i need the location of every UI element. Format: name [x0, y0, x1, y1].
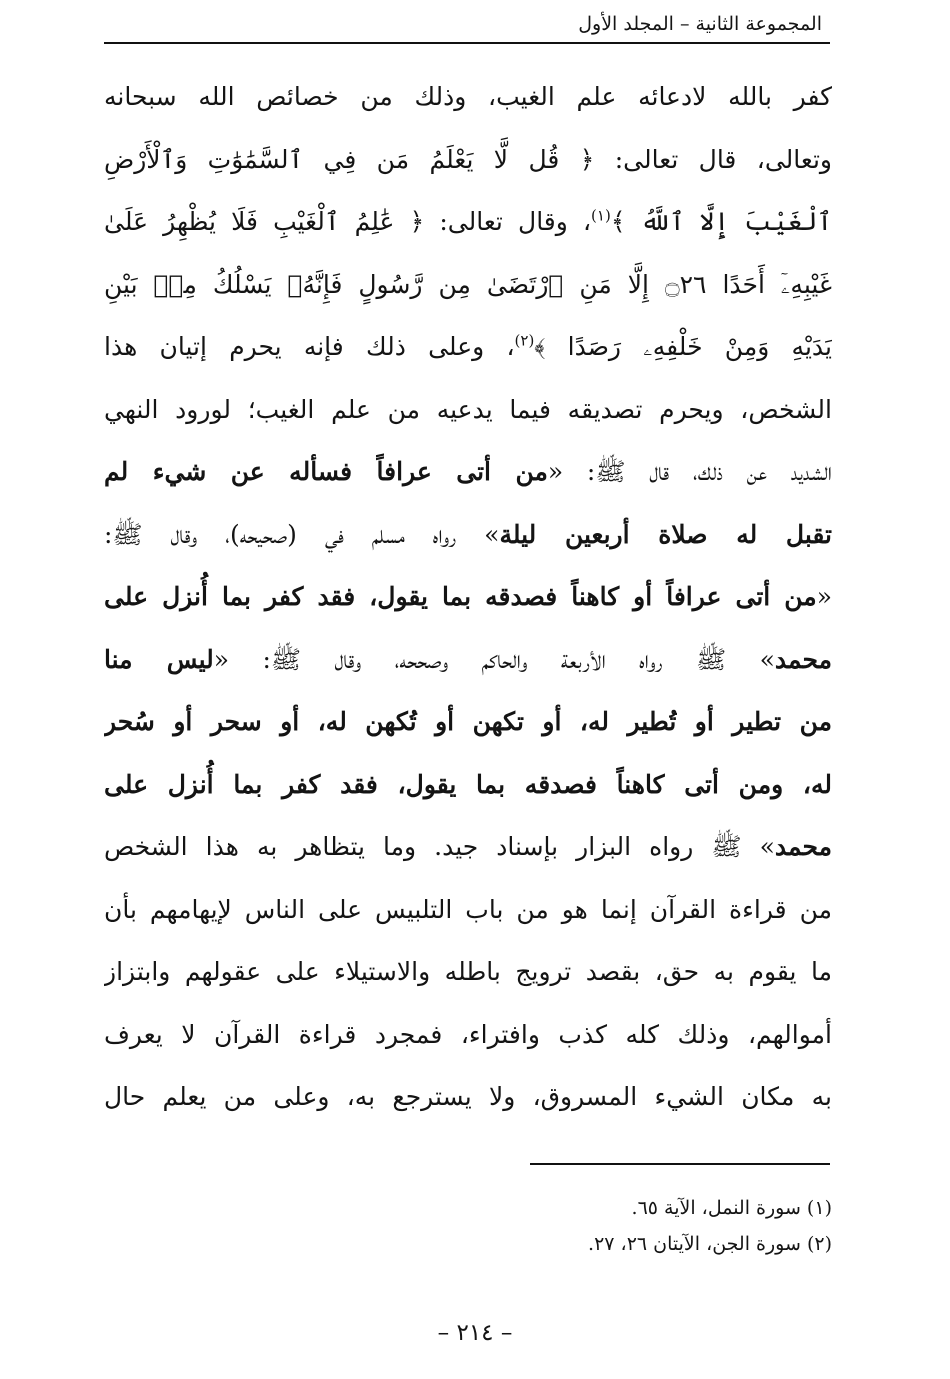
body-line	[104, 879, 832, 942]
body-line	[104, 816, 832, 879]
text-run: ، وقال تعالى:	[424, 207, 592, 236]
body-line	[104, 941, 832, 1004]
footnotes	[132, 1190, 832, 1262]
text-run: الشخص، ويحرم تصديقه فيما يدعيه من علم الغيب؛ لورود النهي	[104, 394, 832, 424]
footnote-separator	[530, 1163, 830, 1165]
hadith-text: له، ومن أتى كاهناً فصدقه بما يقول، فقد كفر بما أُنزل على	[104, 769, 832, 799]
body-line	[104, 191, 832, 254]
quran-verse: يَدَيْهِ وَمِنْ خَلْفِهِۦ رَصَدًا ﴾	[534, 332, 832, 361]
text-run: » رواه مسلم في (صحيحه)، وقال ﷺ:	[104, 519, 500, 549]
body-line	[104, 129, 832, 192]
page-number: – ٢١٤ –	[437, 1320, 513, 1346]
hadith-text: محمد	[774, 644, 832, 674]
body-line	[104, 1004, 832, 1067]
text-run: أموالهم، وذلك كله كذب وافتراء، فمجرد قراءة القرآن لا يعرف	[104, 1019, 832, 1049]
body-line	[104, 441, 832, 504]
footnote-2: (٢) سورة الجن، الآيتان ٢٦، ٢٧.	[588, 1233, 832, 1255]
text-run: الشديد عن ذلك، قال ﷺ: «	[547, 457, 832, 486]
hadith-text: من أتى عرافاً فسأله عن شيء لم	[104, 457, 548, 486]
text-run: كفر بالله لادعائه علم الغيب، وذلك من خصائص الله سبحانه	[104, 82, 832, 111]
hadith-text: من أتى عرافاً أو كاهناً فصدقه بما يقول، فقد كفر بما أُنزل على	[104, 582, 817, 611]
body-line	[104, 691, 832, 754]
body-line	[104, 66, 832, 129]
running-header: المجموعة الثانية – المجلد الأول	[578, 13, 822, 35]
text-run: «	[816, 582, 832, 611]
quran-verse: ٱلْغَيْبَ إِلَّا ٱللَّهُ ﴾	[610, 207, 832, 236]
quran-verse: ﴿ قُل لَّا يَعْلَمُ مَن فِي ٱلسَّمَٰوَٰتِ وَٱلْأَرْضِ	[104, 144, 595, 174]
footnote-ref: (١)	[591, 206, 611, 225]
text-run: من قراءة القرآن إنما هو من باب التلبيس على الناس لإيهامهم بأن	[104, 894, 832, 924]
text-run: ما يقوم به حق، بقصد ترويج باطله والاستيلاء على عقولهم وابتزاز	[104, 957, 832, 986]
body-line	[104, 504, 832, 567]
body-line	[104, 316, 832, 379]
body-text	[104, 66, 832, 1129]
header-rule	[104, 42, 830, 44]
body-line	[104, 754, 832, 817]
footnote-ref: (٢)	[514, 331, 535, 350]
hadith-text: تقبل له صلاة أربعين ليلة	[499, 519, 832, 549]
quran-verse: غَيْبِهِۦٓ أَحَدًا ۝٢٦ إِلَّا مَنِ ٱرْتَضَىٰ مِن رَّسُولٍ فَإِنَّهُۥ يَسْلُكُ مِنۢ بَيْنِ	[104, 269, 832, 299]
body-line	[104, 379, 832, 442]
body-line	[104, 1066, 832, 1129]
body-line	[104, 254, 832, 317]
hadith-text: من تطير أو تُطير له، أو تكهن أو تُكهن له، أو سحر أو سُحر	[104, 707, 832, 736]
text-run: » ﷺ رواه الأربعة والحاكم وصححه، وقال ﷺ: «	[213, 644, 775, 674]
footnote-1: (١) سورة النمل، الآية ٦٥.	[631, 1197, 832, 1219]
body-line	[104, 566, 832, 629]
quran-verse: ﴿ عَٰلِمُ ٱلْغَيْبِ فَلَا يُظْهِرُ عَلَىٰ	[104, 207, 425, 236]
hadith-text: ليس منا	[104, 644, 214, 674]
text-run: وتعالى، قال تعالى:	[594, 144, 832, 174]
body-line	[104, 629, 832, 692]
text-run: به مكان الشيء المسروق، ولا يسترجع به، وعلى من يعلم حال	[104, 1082, 832, 1111]
hadith-text: محمد	[774, 832, 832, 861]
text-run: » ﷺ رواه البزار بإسناد جيد. وما يتظاهر به هذا الشخص	[104, 832, 775, 861]
text-run: ، وعلى ذلك فإنه يحرم إتيان هذا	[104, 332, 515, 361]
